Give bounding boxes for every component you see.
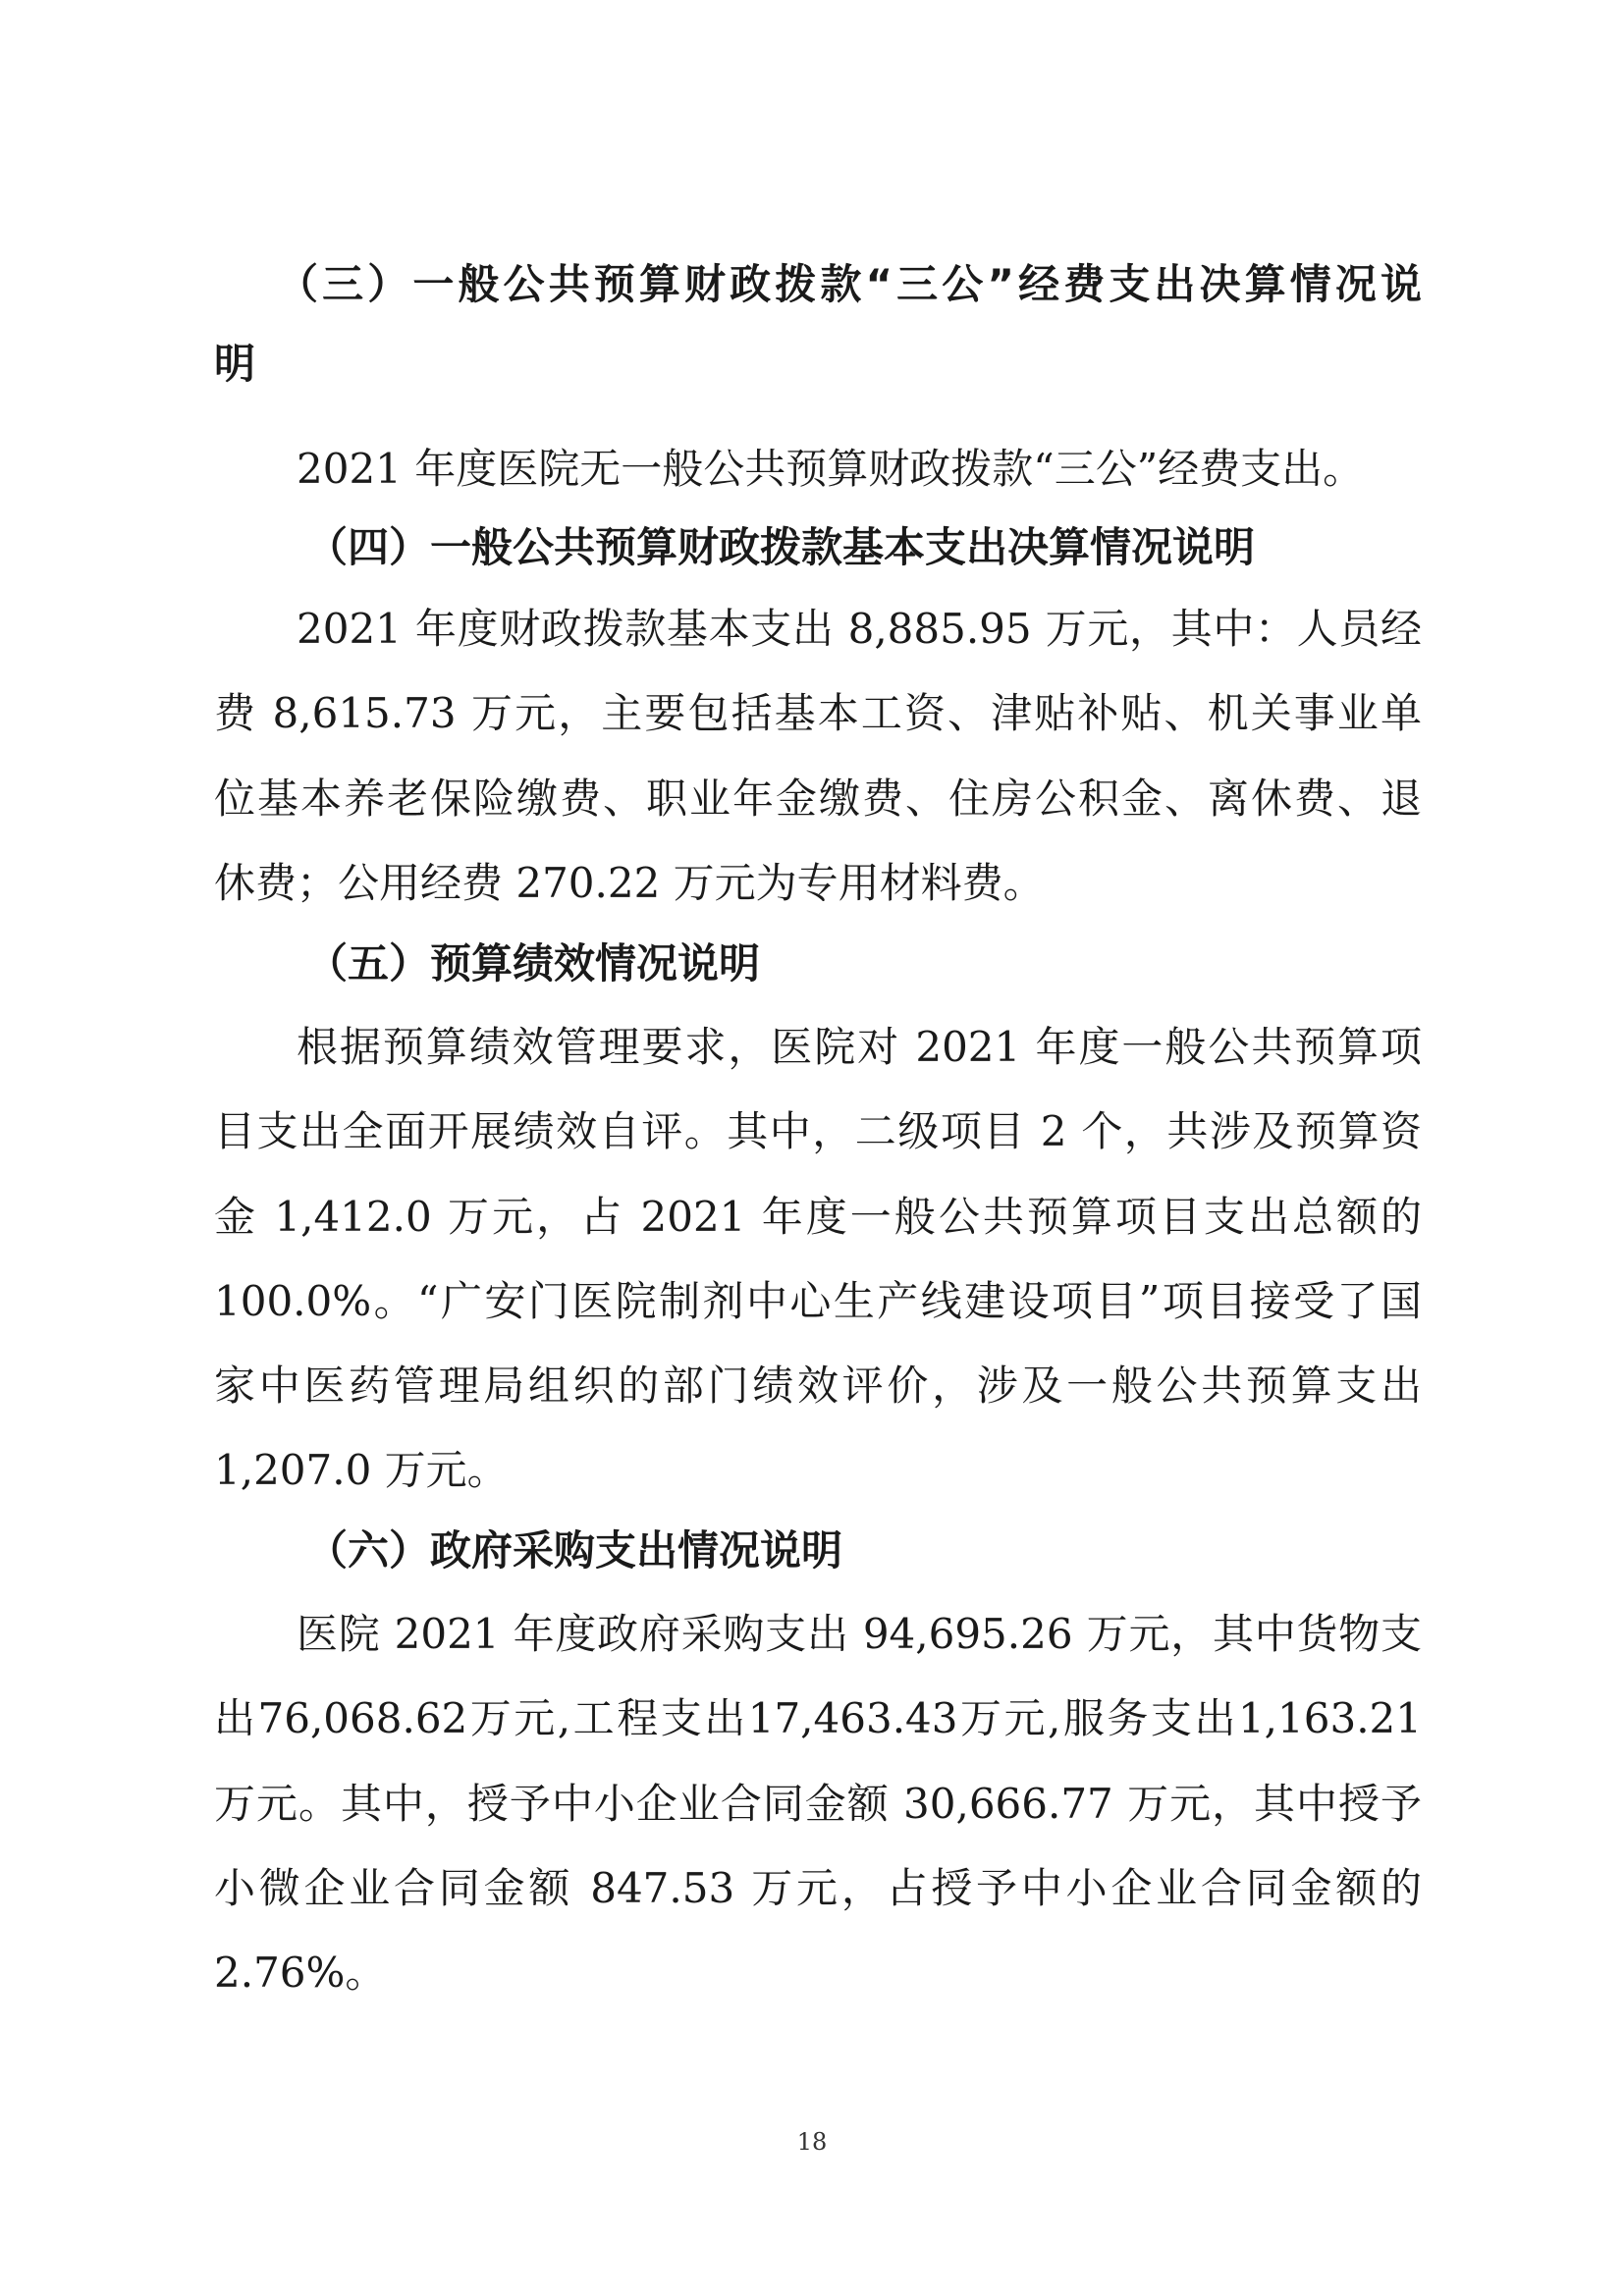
section-4-line-3: 位基本养老保险缴费、职业年金缴费、住房公积金、离休费、退 [214, 774, 1422, 823]
section-4-line-1: 2021 年度财政拨款基本支出 8,885.95 万元，其中：人员经 [297, 605, 1422, 653]
section-6-line-1: 医院 2021 年度政府采购支出 94,695.26 万元，其中货物支 [297, 1610, 1422, 1658]
section-5-line-4: 100.0%。“广安门医院制剂中心生产线建设项目”项目接受了国 [214, 1277, 1422, 1325]
section-5-line-5: 家中医药管理局组织的部门绩效评价，涉及一般公共预算支出 [214, 1362, 1422, 1410]
section-5-line-2: 目支出全面开展绩效自评。其中，二级项目 2 个，共涉及预算资 [214, 1107, 1422, 1155]
section-3-heading-line-2: 明 [214, 340, 256, 388]
section-5-line-6: 1,207.0 万元。 [214, 1446, 509, 1494]
section-6-heading: （六）政府采购支出情况说明 [306, 1526, 843, 1575]
section-4-line-2: 费 8,615.73 万元，主要包括基本工资、津贴补贴、机关事业单 [214, 689, 1422, 737]
section-5-heading: （五）预算绩效情况说明 [306, 939, 761, 988]
section-5-line-3: 金 1,412.0 万元，占 2021 年度一般公共预算项目支出总额的 [214, 1193, 1422, 1241]
page-number: 18 [796, 2128, 828, 2156]
section-6-line-5: 2.76%。 [214, 1949, 387, 1997]
section-6-line-2: 出76,068.62万元,工程支出17,463.43万元,服务支出1,163.21 [214, 1694, 1422, 1742]
section-5-line-1: 根据预算绩效管理要求，医院对 2021 年度一般公共预算项 [297, 1023, 1422, 1071]
section-6-line-3: 万元。其中，授予中小企业合同金额 30,666.77 万元，其中授予 [214, 1780, 1422, 1828]
section-4-heading: （四）一般公共预算财政拨款基本支出决算情况说明 [306, 523, 1256, 571]
section-6-line-4: 小微企业合同金额 847.53 万元，占授予中小企业合同金额的 [214, 1864, 1422, 1912]
section-3-heading-line-1: （三）一般公共预算财政拨款“三公”经费支出决算情况说 [277, 260, 1422, 308]
section-4-line-4: 休费；公用经费 270.22 万元为专用材料费。 [214, 859, 1045, 907]
section-3-paragraph: 2021 年度医院无一般公共预算财政拨款“三公”经费支出。 [297, 445, 1365, 493]
